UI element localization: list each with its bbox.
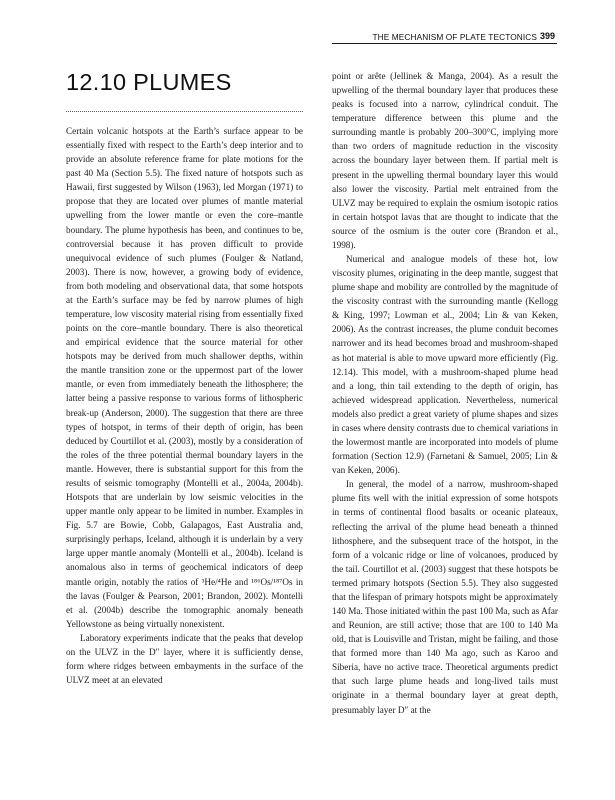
right-paragraph-3: In general, the model of a narrow, mushroom-shaped plume fits well with the initial expression of some hotspots in terms of continental flood basalts or oceanic plateaux, reflecting the arrival of the plume head beneath a thinned lithosphere, and the subsequent trace of the hotspot, in the form of a volcanic ridge or line of volcanoes, produced by the tail. Courtillot et al. (2003) suggest that these hotspots be termed primary hotspots (Section 5.5). They also suggested that the lifespan of primary hotspots might be approximately 140 Ma. Those initiated within the past 100 Ma, such as Afar and Reunion, are still active; those that are 100 to 140 Ma old, that is Louisville and Tristan, might be failing, and those that formed more than 140 Ma ago, such as Karoo and Siberia, have no active trace. Theoretical arguments predict that such large plume heads and long-lived tails must originate in a thermal boundary layer at great depth, presumably layer D″ at the: [332, 479, 558, 715]
right-paragraph-1: point or arête (Jellinek & Manga, 2004). As a result the upwelling of the thermal boundary layer that produces these peaks is focused into a narrow, cylindrical conduit. The temperature difference between this plume and the surrounding mantle is probably 200–300°C, implying more than two orders of magnitude reduction in the viscosity across the boundary layer between them. If partial melt is present in the upwelling thermal boundary layer this would also lower the viscosity. Partial melt entrained from the ULVZ may be required to explain the osmium isotopic ratios in certain hotspot lavas that are thought to indicate that the source of the osmium is the outer core (Brandon et al., 1998).: [332, 71, 558, 250]
right-paragraph-2: Numerical and analogue models of these hot, low viscosity plumes, originating in the deep mantle, suggest that plume shape and mobility are controlled by the magnitude of the viscosity contrast with the surrounding mantle (Kellogg & King, 1997; Lowman et al., 2004; Lin & van Keken, 2006). As the contrast increases, the plume conduit becomes narrower and its head becomes broad and mushroom-shaped as hot material is able to move upward more efficiently (Fig. 12.14). This model, with a mushroom-shaped plume head and a long, thin tail extending to the depth of origin, has achieved widespread application. Nevertheless, numerical models also predict a great variety of plume shapes and sizes in cases where density contrasts due to chemical variations in the lowermost mantle are incorporated into models of plume formation (Section 12.9) (Farnetani & Samuel, 2005; Lin & van Keken, 2006).: [332, 254, 558, 476]
section-title-divider: [66, 111, 303, 112]
right-column: [332, 69, 558, 717]
left-paragraph-2: Laboratory experiments indicate that the peaks that develop on the ULVZ in the D″ layer, where it is sufficiently dense, form where ridges between embayments in the surface of the ULVZ meet at an elevated: [66, 632, 303, 686]
header-rule: [332, 43, 557, 44]
section-title: 12.10 PLUMES: [66, 69, 232, 95]
running-title: THE MECHANISM OF PLATE TECTONICS: [372, 32, 537, 42]
left-paragraph-1: Certain volcanic hotspots at the Earth’s surface appear to be essentially fixed with respect to the Earth’s deep interior and to provide an absolute reference frame for plate motions for the past 40 Ma (Section 5.5). The fixed nature of hotspots such as Hawaii, first suggested by Wilson (1963), led Morgan (1971) to propose that they are located over plumes of mantle material upwelling from the lower mantle or even the core–mantle boundary. The plume hypothesis has been, and continues to be, controversial because it has proven difficult to provide unequivocal evidence of such plumes (Foulger & Natland, 2003). There is now, however, a growing body of evidence, from both modeling and observational data, that some hotspots at the Earth’s surface may be fed by narrow plumes of high temperature, low viscosity material rising from essentially fixed points on the core–mantle boundary. There is also theoretical and empirical evidence that the source material for other hotspots may be derived from much shallower depths, within the mantle transition zone or the uppermost part of the lower mantle, or even from immediately beneath the lithosphere; the latter being a passive response to various forms of lithospheric break-up (Anderson, 2000). The suggestion that there are three types of hotspot, in terms of their depth of origin, has been deduced by Courtillot et al. (2003), mostly by a consideration of the roles of the three potential thermal boundary layers in the mantle. However, there is substantial support for this from the results of seismic tomography (Montelli et al., 2004a, 2004b). Hotspots that are underlain by low seismic velocities in the upper mantle only appear to be limited in number. Examples in Fig. 5.7 are Bowie, Cobb, Galapagos, East Australia and, surprisingly perhaps, Iceland, although it is underlain by a very large upper mantle anomaly (Montelli et al., 2004b). Iceland is anomalous also in terms of geochemical indicators of deep mantle origin, notably the ratios of ³He/⁴He and ¹⁸⁶Os/¹⁸⁷Os in the lavas (Foulger & Pearson, 2001; Brandon, 2002). Montelli et al. (2004b) describe the tomographic anomaly beneath Yellowstone as being virtually nonexistent.: [66, 126, 303, 629]
left-column: [66, 124, 303, 687]
page-number: 399: [539, 31, 555, 41]
